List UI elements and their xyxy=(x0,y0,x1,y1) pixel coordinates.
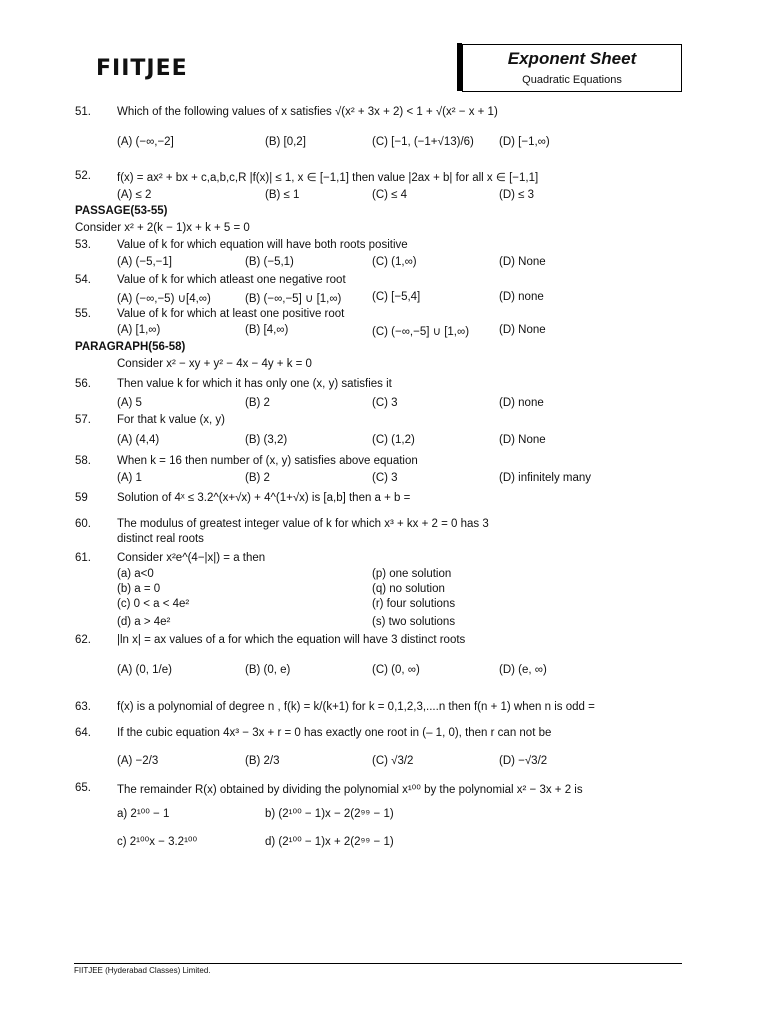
q54-option-c: (C) [−5,4] xyxy=(372,291,421,303)
q53-option-a: (A) (−5,−1] xyxy=(117,256,172,268)
q61-match-s: (s) two solutions xyxy=(372,616,456,628)
q52-option-c: (C) ≤ 4 xyxy=(372,189,408,201)
q53-text: Value of k for which equation will have both roots positive xyxy=(117,239,408,251)
q58-text: When k = 16 then number of (x, y) satisfies above equation xyxy=(117,455,418,467)
q65-option-a: a) 2¹⁰⁰ − 1 xyxy=(117,808,170,820)
q58-option-b: (B) 2 xyxy=(245,472,270,484)
q64-text: If the cubic equation 4x³ − 3x + r = 0 has exactly one root in (– 1, 0), then r can not be xyxy=(117,727,552,739)
q52-option-b: (B) ≤ 1 xyxy=(265,189,300,201)
q58-option-a: (A) 1 xyxy=(117,472,142,484)
q51-text: Which of the following values of x satisfies √(x² + 3x + 2) < 1 + √(x² − x + 1) xyxy=(117,106,498,118)
q61-match-r: (r) four solutions xyxy=(372,598,456,610)
q56-option-a: (A) 5 xyxy=(117,397,142,409)
q54-text: Value of k for which atleast one negative root xyxy=(117,274,346,286)
q55-option-c: (C) (−∞,−5] ∪ [1,∞) xyxy=(372,326,470,338)
q65-option-b: b) (2¹⁰⁰ − 1)x − 2(2⁹⁹ − 1) xyxy=(265,808,394,820)
fiitjee-logo: FIITJEE xyxy=(96,56,188,81)
q57-number: 57. xyxy=(75,414,91,426)
q62-option-c: (C) (0, ∞) xyxy=(372,664,420,676)
sheet-title: Exponent Sheet xyxy=(507,49,637,68)
q56-text: Then value k for which it has only one (x, y) satisfies it xyxy=(117,378,392,390)
q52-number: 52. xyxy=(75,170,91,182)
q54-number: 54. xyxy=(75,274,91,286)
q64-option-c: (C) √3/2 xyxy=(372,755,414,767)
q62-option-a: (A) (0, 1/e) xyxy=(117,664,172,676)
sheet-title-box xyxy=(462,44,682,92)
q58-option-d: (D) infinitely many xyxy=(499,472,592,484)
q64-option-a: (A) −2/3 xyxy=(117,755,159,767)
q62-text: |ln x| = ax values of a for which the equation will have 3 distinct roots xyxy=(117,634,466,646)
q52-option-a: (A) ≤ 2 xyxy=(117,189,152,201)
q60-text-continued: distinct real roots xyxy=(117,533,204,545)
q53-number: 53. xyxy=(75,239,91,251)
footer-divider xyxy=(74,963,682,964)
paragraph-text: Consider x² − xy + y² − 4x − 4y + k = 0 xyxy=(117,358,312,370)
q53-option-c: (C) (1,∞) xyxy=(372,256,417,268)
q54-option-a: (A) (−∞,−5) ∪[4,∞) xyxy=(117,293,211,305)
q61-option-c: (c) 0 < a < 4e² xyxy=(117,598,190,610)
q51-number: 51. xyxy=(75,106,91,118)
q64-option-d: (D) −√3/2 xyxy=(499,755,548,767)
passage-text: Consider x² + 2(k − 1)x + k + 5 = 0 xyxy=(75,222,250,234)
q65-option-c: c) 2¹⁰⁰x − 3.2¹⁰⁰ xyxy=(117,836,198,848)
q60-number: 60. xyxy=(75,518,91,530)
q56-option-d: (D) none xyxy=(499,397,544,409)
q61-match-q: (q) no solution xyxy=(372,583,445,595)
passage-heading: PASSAGE(53-55) xyxy=(75,205,168,217)
q54-option-b: (B) (−∞,−5] ∪ [1,∞) xyxy=(245,293,342,305)
q56-option-c: (C) 3 xyxy=(372,397,398,409)
q56-number: 56. xyxy=(75,378,91,390)
q60-text: The modulus of greatest integer value of k for which x³ + kx + 2 = 0 has 3 xyxy=(117,518,489,530)
q55-option-b: (B) [4,∞) xyxy=(245,324,289,336)
q57-option-c: (C) (1,2) xyxy=(372,434,415,446)
q61-option-a: (a) a<0 xyxy=(117,568,154,580)
q55-option-d: (D) None xyxy=(499,324,546,336)
footer-text: FIITJEE (Hyderabad Classes) Limited. xyxy=(74,966,211,975)
q65-option-d: d) (2¹⁰⁰ − 1)x + 2(2⁹⁹ − 1) xyxy=(265,836,394,848)
q55-option-a: (A) [1,∞) xyxy=(117,324,161,336)
q61-option-b: (b) a = 0 xyxy=(117,583,161,595)
q62-option-b: (B) (0, e) xyxy=(245,664,291,676)
q62-number: 62. xyxy=(75,634,91,646)
q57-option-a: (A) (4,4) xyxy=(117,434,160,446)
q59-number: 59 xyxy=(75,492,88,504)
q61-option-d: (d) a > 4e² xyxy=(117,616,171,628)
q63-text: f(x) is a polynomial of degree n , f(k) = k/(k+1) for k = 0,1,2,3,....n then f(n + 1) when n is odd = xyxy=(117,701,595,713)
q58-number: 58. xyxy=(75,455,91,467)
q57-text: For that k value (x, y) xyxy=(117,414,226,426)
q64-number: 64. xyxy=(75,727,91,739)
q64-option-b: (B) 2/3 xyxy=(245,755,280,767)
q57-option-b: (B) (3,2) xyxy=(245,434,288,446)
q62-option-d: (D) (e, ∞) xyxy=(499,664,547,676)
q55-number: 55. xyxy=(75,308,91,320)
q58-option-c: (C) 3 xyxy=(372,472,398,484)
q54-option-d: (D) none xyxy=(499,291,544,303)
q57-option-d: (D) None xyxy=(499,434,546,446)
q53-option-b: (B) (−5,1) xyxy=(245,256,294,268)
q53-option-d: (D) None xyxy=(499,256,546,268)
title-box-shadow xyxy=(457,43,462,91)
q55-text: Value of k for which at least one positive root xyxy=(117,308,345,320)
q51-option-a: (A) (−∞,−2] xyxy=(117,136,174,148)
sheet-subtitle: Quadratic Equations xyxy=(522,74,622,86)
q61-number: 61. xyxy=(75,552,91,564)
q65-number: 65. xyxy=(75,782,91,794)
q61-match-p: (p) one solution xyxy=(372,568,452,580)
q59-text: Solution of 4ˣ ≤ 3.2^(x+√x) + 4^(1+√x) is [a,b] then a + b = xyxy=(117,492,411,504)
q51-option-d: (D) [−1,∞) xyxy=(499,136,550,148)
paragraph-heading: PARAGRAPH(56-58) xyxy=(75,341,186,353)
q63-number: 63. xyxy=(75,701,91,713)
q61-text: Consider x²e^(4−|x|) = a then xyxy=(117,552,266,564)
q56-option-b: (B) 2 xyxy=(245,397,270,409)
q52-text: f(x) = ax² + bx + c,a,b,c,R |f(x)| ≤ 1, x ∈ [−1,1] then value |2ax + b| for all x ∈ [−1,1] xyxy=(117,172,539,184)
q52-option-d: (D) ≤ 3 xyxy=(499,189,535,201)
q51-option-c: (C) [−1, (−1+√13)/6) xyxy=(372,136,474,148)
q51-option-b: (B) [0,2] xyxy=(265,136,306,148)
q65-text: The remainder R(x) obtained by dividing the polynomial x¹⁰⁰ by the polynomial x² − 3x + 2 is xyxy=(117,784,583,796)
